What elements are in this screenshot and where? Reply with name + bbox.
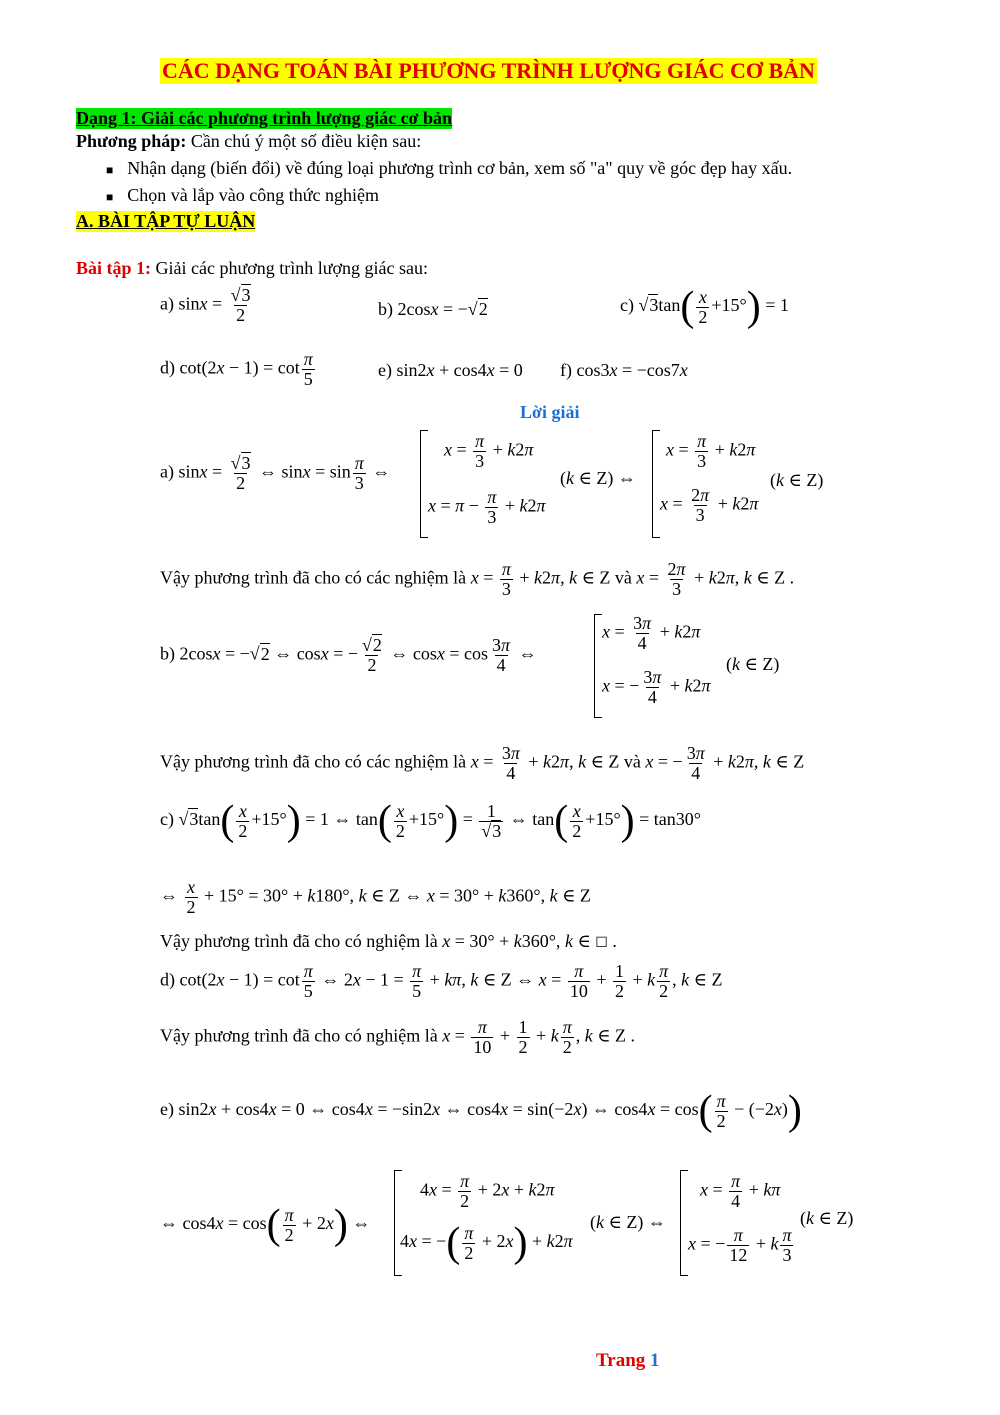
page-title: CÁC DẠNG TOÁN BÀI PHƯƠNG TRÌNH LƯỢNG GIÁC CƠ BẢN [162,58,815,83]
exercise-label: Bài tập 1: [76,258,152,278]
method-line [76,131,421,152]
problem-a: a) sinx = $\frac{√3}{2}$ [160,285,251,325]
exercise-line [76,258,428,279]
solution-e: e) sin2x + cos4x = 0 ⇔ cos4x = −sin2x ⇔ cos4x = sin(−2x) ⇔ cos4x = cos( $\frac{\pi}{2}$ − (−2x)) [160,1088,802,1134]
solution-d: d) cot(2x − 1) = cot $\frac{\pi}{5}$ ⇔ 2x − 1 = $\frac{\pi}{5}$ + kπ, k ∈ Z ⇔ x = $\frac{\pi}{10}$ + $\frac{1}{2}$ + k $\frac{\pi}{2}$ , k ∈ Z [160,961,723,1001]
problem-e: e) sin2x + cos4x = 0 [378,360,523,380]
page-footer: Trang 1 [596,1350,660,1371]
conclusion-c: Vậy phương trình đã cho có nghiệm là x = 30° + k360°, k ∈ ☐ . [160,931,617,951]
bullet-square-icon: ■ [106,190,114,204]
method-label: Phương pháp: [76,131,187,151]
problem-f: f) cos3x = −cos7x [560,360,688,380]
bullet-item: ■ Nhận dạng (biến đổi) về đúng loại phương trình cơ bản, xem số "a" quy về góc đẹp hay xấu. [106,158,793,178]
conclusion-a: Vậy phương trình đã cho có các nghiệm là x = $\frac{\pi}{3}$ + k2π, k ∈ Z và x = $\frac{2\pi}{3}$ + k2π, k ∈ Z . [160,559,795,599]
bracket [680,1170,681,1276]
problem-b: b) 2cosx = −√2 [378,299,488,319]
conclusion-d: Vậy phương trình đã cho có nghiệm là x = $\frac{\pi}{10}$ + $\frac{1}{2}$ + k $\frac{\pi}{2}$ , k ∈ Z . [160,1017,636,1057]
problem-d: d) cot(2x − 1) = cot $\frac{\pi}{5}$ [160,349,313,389]
conclusion-b: Vậy phương trình đã cho có các nghiệm là x = $\frac{3\pi}{4}$ + k2π, k ∈ Z và x = − $\frac{3\pi}{4}$ + k2π, k ∈ Z [160,743,805,783]
bullet-item: ■ Chọn và lắp vào công thức nghiệm [106,185,379,205]
problem-c: c) √3tan( $\frac{x}{2}$ +15°) = 1 [620,284,789,330]
solution-a-left: a) sinx = $\frac{√3}{2}$ ⇔ sinx = sin $\frac{\pi}{3}$ ⇔ [160,453,391,493]
solution-heading: Lời giải [520,402,580,422]
bracket [420,430,421,538]
solution-b-left: b) 2cosx = −√2 ⇔ cosx = − $\frac{√2}{2}$ ⇔ cosx = cos $\frac{3\pi}{4}$ ⇔ [160,635,537,675]
method-text: Cần chú ý một số điều kiện sau: [186,131,422,151]
solution-c-2: ⇔ $\frac{x}{2}$ + 15° = 30° + k180°, k ∈ Z ⇔ x = 30° + k360°, k ∈ Z [160,877,591,917]
solution-e-2: ⇔ cos4x = cos( $\frac{\pi}{2}$ + 2x) ⇔ [160,1202,371,1248]
section-heading-a: A. BÀI TẬP TỰ LUẬN [76,211,256,231]
exercise-text: Giải các phương trình lượng giác sau: [151,258,428,278]
solution-c: c) √3tan( $\frac{x}{2}$ +15°) = 1 ⇔ tan( $\frac{x}{2}$ +15°) = $\frac{1}{√3}$ ⇔ tan( $\frac{x}{2}$ +15°) = tan30° [160,798,701,844]
section-heading-dang1: Dạng 1: Giải các phương trình lượng giác cơ bản [76,108,453,128]
page-number: 1 [650,1350,660,1371]
bullet-square-icon: ■ [106,163,114,177]
bracket [652,430,653,538]
bracket [594,614,595,718]
bracket [394,1170,395,1276]
